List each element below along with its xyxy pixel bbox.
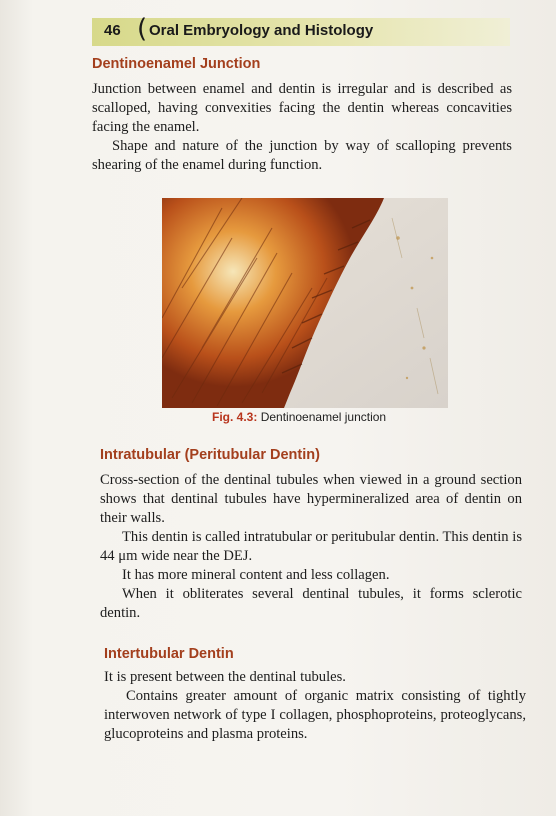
- section-heading-intratubular-dentin: Intratubular (Peritubular Dentin): [100, 447, 320, 463]
- book-title: Oral Embryology and Histology: [149, 22, 374, 39]
- figure-caption: [212, 410, 386, 424]
- paragraph: Contains greater amount of organic matrix consisting of tightly interwoven network of type I collagen, phosphoproteins, proteoglycans, glucoproteins and plasma proteins.: [104, 688, 526, 742]
- figure-caption-text: Dentinoenamel junction: [260, 410, 387, 424]
- page-number: 46: [104, 22, 121, 39]
- micrograph-figure: [162, 198, 448, 408]
- paragraph: It has more mineral content and less collagen.: [122, 567, 390, 583]
- paragraph: This dentin is called intratubular or peritubular dentin. This dentin is 44 μm wide near the DEJ.: [100, 529, 522, 564]
- paragraph: When it obliterates several dentinal tubules, it forms sclerotic dentin.: [100, 586, 522, 621]
- figure-label: Fig. 4.3:: [212, 410, 258, 424]
- paragraph: Cross-section of the dentinal tubules when viewed in a ground section shows that dentinal tubules have hypermineralized area of dentin on their walls.: [100, 472, 522, 526]
- section-heading-dentinoenamel-junction: Dentinoenamel Junction: [92, 56, 261, 72]
- micrograph-image: [162, 198, 448, 408]
- header-bracket: (: [137, 14, 148, 44]
- paragraph: It is present between the dentinal tubules.: [104, 669, 346, 685]
- section-heading-intertubular-dentin: Intertubular Dentin: [104, 646, 234, 662]
- paragraph: Shape and nature of the junction by way of scalloping prevents shearing of the enamel during function.: [92, 138, 512, 173]
- paragraph: Junction between enamel and dentin is irregular and is described as scalloped, having convexities facing the dentin whereas concavities facing the enamel.: [92, 81, 512, 135]
